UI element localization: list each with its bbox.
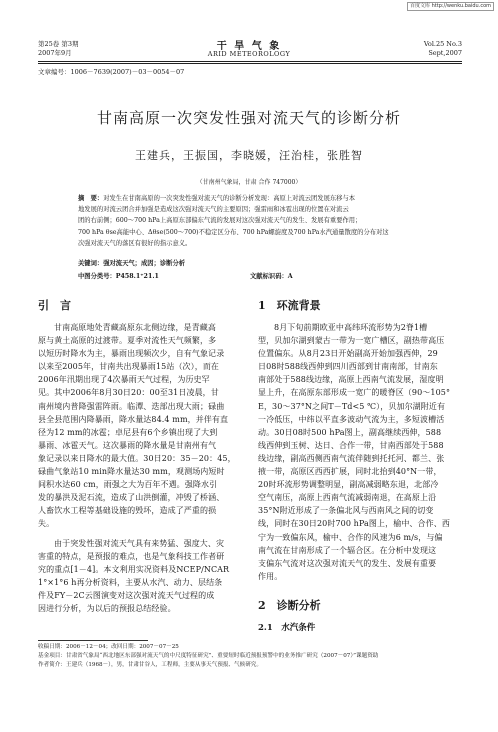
text-line: 宁为一致偏东风，榆中、合作的风速为6 m/s，与偏 [258,532,443,542]
text-line: 间积水达60 cm，雨强之大为百年不遇。强降水引 [38,480,218,490]
left-column-text [38,321,246,615]
text-line: 碌曲气象站10 min降水量达30 mm，观测场内短时 [38,467,225,477]
abstract-line: 团的右前侧；600～700 hPa上高原东部偏东气流的发展对这次强对流天气的发生、发展有重要作用； [78,217,362,225]
header-volume-cn: 第25卷 第3期 [38,40,79,48]
keywords: 关键词：强对流天气；成因；诊断分析 [78,260,186,267]
text-line: 型，贝加尔湖到蒙古一带为一宽广槽区，副热带高压 [258,336,445,346]
text-line: 发的暴洪及泥石流，造成了山洪倒灌，冲毁了桥涵、 [38,493,225,503]
footnote-author: 作者简介：王建兵（1968－），男，甘肃甘谷人，工程师，主要从事天气预报、气候研究。 [38,662,262,668]
abstract-line: 地发展的对流云团合并加强是造成这次强对流天气的主要原因；强雷雨和冰雹出现的位置在对流云 [78,206,349,214]
abstract-block [78,193,424,249]
text-line: 甘南高原地处青藏高原东北侧边缘，是青藏高 [54,323,216,332]
text-line: 究的重点[1－4]。本文利用实况资料及NCEP/NCAR [38,564,230,574]
text-line: 暴雨、冰雹天气。这次暴雨的降水量是甘南州有气 [38,440,217,450]
section-heading-circulation: 1 环流背景 [258,299,321,312]
corner-stamp: 百度文库 http://wenku.baidu.com [407,2,494,11]
text-line: 支偏东气流对这次强对流天气的发生、发展有重要 [258,558,437,568]
header-date-cn: 2007年9月 [38,49,72,57]
section-heading-diagnosis: 2 诊断分析 [258,599,321,612]
text-line: 原与黄土高原的过渡带。夏季对流性天气频繁，多 [38,336,217,346]
text-line: 掖一带，高原区西西扩展，同时北抬到40°N一带， [258,467,442,477]
journal-title-en: ARID METEOROLOGY [207,50,291,58]
text-line: 日08时588线西伸到四川西部到甘南南部，甘南东 [258,362,438,372]
text-line: 空气南压，高原上西南气流减弱南退，在高原上沿 [258,493,437,503]
text-line: 一冷低压，中纬以平直多波动气流为主，多短波槽活 [258,414,445,424]
abstract-line: 700 hPa θse高能中心、Δθse(500～700)不稳定区分布、700 hPa螺旋度及700 hPa水汽通量散度的分布对这 [78,228,389,236]
text-line: 件及FY－2C云图演变对这次强对流天气过程的成 [38,590,215,600]
header-rule-top [38,61,462,62]
abstract-line: 次强对流天气的落区有很好的指示意义。 [78,239,192,247]
text-line: 见。其中2006年8月30日20：00至31日凌晨，甘 [38,388,219,398]
text-line: 线边缘，副高西侧西南气流伴随到托托河、都兰、张 [258,453,445,463]
text-line: 南州境内普降强雷阵雨。临潭、迭部出现大雨；碌曲 [38,401,225,411]
text-line: 2006年汛期出现了4次暴雨天气过程，为历史罕 [38,375,210,385]
clc-number: 中图分类号：P458.1⁺21.1 [78,273,159,280]
document-code: 文献标识码：A [250,273,293,280]
text-line: 以来至2005年，甘南共出现暴雨15站（次），而在 [38,362,220,372]
text-line: 以短历时降水为主，暴雨出现频次少，自有气象记录 [38,349,225,359]
footnote-received: 收稿日期：2006－12－04；改回日期：2007－07－25 [38,644,179,650]
header-date-en: Sept,2007 [428,49,462,57]
subsection-heading-moisture: 2.1 水汽条件 [258,623,316,633]
abstract-label: 摘 要： [78,195,104,202]
text-line: 位置偏东。从8月23日开始副高开始加强西伸，29 [258,349,438,359]
text-line: E，30～37°N之间T－Td<5 ℃），贝加尔湖附近有 [258,401,446,411]
footnote [38,643,462,670]
journal-title-cn: 干 旱 气 象 [216,41,282,52]
text-line: 作用。 [258,571,283,581]
article-number: 文章编号：1006－7639(2007)－03－0054－07 [38,68,185,76]
text-line: 显上升，在高原东部形成一宽广的暖脊区（90～105° [258,388,451,398]
text-line: 南气流在甘南形成了一个辐合区。在分析中发现这 [258,545,437,555]
paper-affiliation: （甘南州气象局，甘肃 合作 747000） [196,179,302,186]
footnote-fund: 基金项目：甘肃省气象局“西北地区东部强对流天气的中尺度特征研究”、重要短时临近预报预警中的业务推广研究（2007－07）”课题资助 [38,653,379,659]
text-line: 35°N附近形成了一条偏北风与西南风之间的切变 [258,506,434,516]
text-line: 象记录以来日降水的最大值。30日20：35－20：45， [38,453,236,463]
abstract-line: 摘 要：对发生在甘南高原的一次突发性强对流天气的诊断分析发现：高原上对流云团发展东移与本 [78,195,356,202]
paper-authors: 王建兵，王振国，李晓媛，汪治桂，张胜智 [135,149,363,162]
text-line: 1°×1°6 h再分析资料，主要从水汽、动力、层结条 [38,577,223,587]
text-line: 8月下旬前期欧亚中高纬环流形势为2脊1槽 [274,323,428,332]
footnote-rule [38,640,148,641]
text-line: 由于突发性强对流天气具有来势猛、强度大、灾 [54,538,225,548]
header-rule-bottom [38,63,462,64]
paper-title: 甘南高原一次突发性强对流天气的诊断分析 [96,109,401,127]
header-volume-en: Vol.25 No.3 [423,40,462,48]
text-line: 20时环流形势调整明显，副高减弱略东退，北部冷 [258,480,439,490]
section-heading-intro: 引 言 [38,299,71,312]
text-line: 人畜饮水工程等基础设施的毁坏，造成了严重的损 [38,506,217,516]
right-column-text [258,321,464,583]
text-line: 南部处于588线边缘，高原上西南气流发展，湿度明 [258,375,444,385]
text-line: 害重的特点，是预报的难点，也是气象科技工作者研 [38,551,225,561]
text-line: 线，同时在30日20时700 hPa图上，榆中、合作、西 [258,519,450,529]
text-line: 失。 [38,519,55,529]
text-line: 径为12 mm的冰雹；卓尼县有6个乡镇出现了大到 [38,427,218,437]
text-line: 因进行分析，为以后的预报总结经验。 [38,603,176,613]
text-line: 县全县范围内降暴雨，降水量达84.4 mm，并伴有直 [38,414,229,424]
text-line: 动。30日08时500 hPa图上，副高继续西伸，588 [258,427,442,437]
text-line: 线西伸到玉树、达日、合作一带，甘南西部处于588 [258,440,444,450]
